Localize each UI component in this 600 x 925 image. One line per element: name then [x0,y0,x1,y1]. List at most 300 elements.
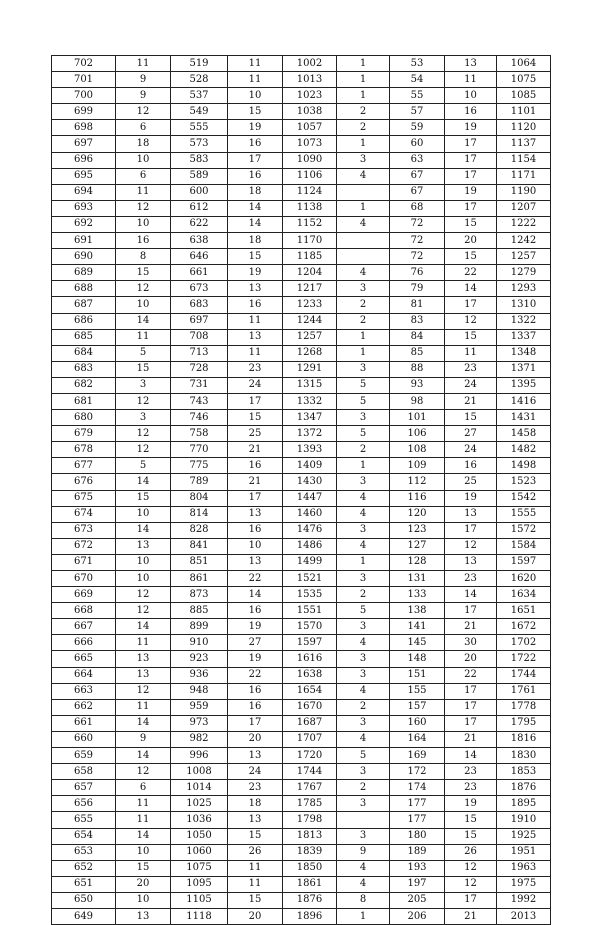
cell-count-b: 21 [228,442,283,458]
cell-cumulative-a: 1008 [171,764,228,780]
table-row [52,876,551,892]
cell-cumulative-c: 108 [390,442,445,458]
table-row [52,748,551,764]
cell-count-c: 1 [337,200,390,216]
cell-count-b: 13 [228,281,283,297]
cell-count-a: 12 [116,104,171,120]
cell-count-b: 16 [228,458,283,474]
cell-score: 683 [52,361,116,377]
cell-cumulative-c: 116 [390,490,445,506]
cell-cumulative-b: 1861 [283,876,337,892]
cell-count-a: 12 [116,764,171,780]
cell-cumulative-b: 1687 [283,715,337,731]
cell-count-b: 11 [228,345,283,361]
cell-cumulative-b: 1106 [283,168,337,184]
cell-score: 650 [52,892,116,908]
cell-count-c: 4 [337,265,390,281]
cell-cumulative-a: 697 [171,313,228,329]
cell-cumulative-a: 638 [171,233,228,249]
cell-count-c: 5 [337,426,390,442]
cell-count-c: 3 [337,522,390,538]
cell-count-b: 15 [228,892,283,908]
cell-cumulative-b: 1073 [283,136,337,152]
cell-count-total: 24 [445,377,497,393]
cell-count-a: 20 [116,876,171,892]
cell-cumulative-b: 1654 [283,683,337,699]
cell-cumulative-c: 189 [390,844,445,860]
cell-cumulative-a: 770 [171,442,228,458]
cell-count-a: 3 [116,410,171,426]
cell-cumulative-b: 1785 [283,796,337,812]
cell-count-total: 17 [445,603,497,619]
cell-cumulative-total: 2013 [497,908,551,924]
cell-count-total: 15 [445,410,497,426]
cell-count-b: 17 [228,715,283,731]
cell-count-c [337,233,390,249]
table-row [52,812,551,828]
cell-score: 686 [52,313,116,329]
cell-count-a: 11 [116,184,171,200]
cell-cumulative-a: 1095 [171,876,228,892]
table-row [52,796,551,812]
cell-cumulative-b: 1409 [283,458,337,474]
cell-count-total: 20 [445,233,497,249]
cell-count-a: 13 [116,908,171,924]
cell-score: 688 [52,281,116,297]
cell-cumulative-total: 1120 [497,120,551,136]
cell-count-b: 11 [228,313,283,329]
table-row [52,538,551,554]
cell-count-total: 17 [445,152,497,168]
cell-count-b: 23 [228,361,283,377]
cell-cumulative-a: 899 [171,619,228,635]
cell-cumulative-total: 1337 [497,329,551,345]
cell-cumulative-c: 197 [390,876,445,892]
cell-score: 669 [52,587,116,603]
cell-cumulative-total: 1482 [497,442,551,458]
cell-count-c: 2 [337,442,390,458]
cell-count-c: 2 [337,297,390,313]
cell-count-a: 6 [116,780,171,796]
cell-count-total: 26 [445,844,497,860]
cell-cumulative-c: 85 [390,345,445,361]
cell-count-total: 22 [445,667,497,683]
cell-cumulative-c: 63 [390,152,445,168]
cell-cumulative-total: 1853 [497,764,551,780]
cell-count-b: 14 [228,200,283,216]
cell-cumulative-total: 1171 [497,168,551,184]
cell-cumulative-c: 206 [390,908,445,924]
cell-cumulative-b: 1839 [283,844,337,860]
cell-count-c: 8 [337,892,390,908]
cell-cumulative-total: 1597 [497,554,551,570]
table-row [52,699,551,715]
cell-score: 654 [52,828,116,844]
cell-count-b: 11 [228,72,283,88]
cell-count-b: 23 [228,780,283,796]
table-row [52,603,551,619]
cell-count-total: 13 [445,56,497,72]
cell-cumulative-total: 1279 [497,265,551,281]
cell-cumulative-c: 72 [390,233,445,249]
cell-cumulative-a: 673 [171,281,228,297]
cell-count-total: 15 [445,216,497,232]
cell-count-a: 18 [116,136,171,152]
cell-count-c: 2 [337,120,390,136]
cell-count-a: 16 [116,233,171,249]
cell-score: 691 [52,233,116,249]
cell-cumulative-c: 131 [390,571,445,587]
cell-cumulative-total: 1222 [497,216,551,232]
cell-count-c: 4 [337,860,390,876]
cell-score: 679 [52,426,116,442]
cell-cumulative-c: 84 [390,329,445,345]
cell-score: 656 [52,796,116,812]
cell-count-total: 25 [445,474,497,490]
cell-count-b: 19 [228,265,283,281]
cell-count-c: 3 [337,715,390,731]
cell-cumulative-total: 1207 [497,200,551,216]
cell-cumulative-b: 1372 [283,426,337,442]
cell-cumulative-a: 910 [171,635,228,651]
cell-count-b: 25 [228,426,283,442]
cell-score: 697 [52,136,116,152]
cell-cumulative-c: 177 [390,812,445,828]
table-row [52,72,551,88]
cell-cumulative-b: 1535 [283,587,337,603]
cell-count-c: 3 [337,764,390,780]
table-row [52,892,551,908]
cell-count-a: 9 [116,72,171,88]
cell-count-total: 17 [445,200,497,216]
cell-score: 653 [52,844,116,860]
cell-cumulative-total: 1322 [497,313,551,329]
cell-cumulative-total: 1064 [497,56,551,72]
cell-cumulative-a: 959 [171,699,228,715]
cell-cumulative-b: 1090 [283,152,337,168]
cell-cumulative-c: 133 [390,587,445,603]
cell-cumulative-total: 1395 [497,377,551,393]
cell-cumulative-b: 1430 [283,474,337,490]
cell-cumulative-total: 1702 [497,635,551,651]
cell-cumulative-b: 1332 [283,393,337,409]
cell-cumulative-c: 109 [390,458,445,474]
cell-cumulative-c: 53 [390,56,445,72]
cell-score: 665 [52,651,116,667]
cell-cumulative-b: 1720 [283,748,337,764]
cell-count-b: 18 [228,233,283,249]
cell-cumulative-total: 1992 [497,892,551,908]
cell-count-total: 14 [445,281,497,297]
cell-cumulative-a: 746 [171,410,228,426]
cell-cumulative-c: 205 [390,892,445,908]
cell-cumulative-b: 1707 [283,731,337,747]
cell-score: 684 [52,345,116,361]
cell-cumulative-b: 1244 [283,313,337,329]
cell-count-total: 15 [445,828,497,844]
cell-cumulative-c: 180 [390,828,445,844]
cell-cumulative-a: 731 [171,377,228,393]
cell-count-c: 3 [337,281,390,297]
cell-count-a: 11 [116,329,171,345]
cell-cumulative-b: 1057 [283,120,337,136]
cell-score: 662 [52,699,116,715]
cell-score: 682 [52,377,116,393]
cell-cumulative-a: 683 [171,297,228,313]
cell-score: 693 [52,200,116,216]
cell-count-a: 14 [116,748,171,764]
cell-count-c: 3 [337,796,390,812]
cell-cumulative-total: 1651 [497,603,551,619]
cell-score: 681 [52,393,116,409]
cell-score: 674 [52,506,116,522]
cell-cumulative-b: 1023 [283,88,337,104]
cell-cumulative-b: 1138 [283,200,337,216]
cell-count-a: 12 [116,426,171,442]
cell-cumulative-a: 1025 [171,796,228,812]
cell-cumulative-total: 1951 [497,844,551,860]
cell-count-total: 17 [445,168,497,184]
cell-count-b: 17 [228,393,283,409]
cell-count-c: 2 [337,587,390,603]
table-row [52,426,551,442]
cell-cumulative-c: 60 [390,136,445,152]
cell-count-a: 10 [116,297,171,313]
cell-cumulative-total: 1584 [497,538,551,554]
cell-count-b: 13 [228,748,283,764]
cell-count-c: 3 [337,474,390,490]
cell-score: 680 [52,410,116,426]
cell-count-c: 1 [337,136,390,152]
cell-cumulative-total: 1761 [497,683,551,699]
cell-score: 685 [52,329,116,345]
cell-cumulative-a: 555 [171,120,228,136]
cell-cumulative-b: 1291 [283,361,337,377]
cell-cumulative-a: 583 [171,152,228,168]
cell-count-total: 17 [445,136,497,152]
cell-count-total: 24 [445,442,497,458]
table-row [52,265,551,281]
table-body [52,56,551,925]
cell-count-c: 1 [337,72,390,88]
cell-count-b: 16 [228,603,283,619]
cell-cumulative-b: 1315 [283,377,337,393]
cell-cumulative-total: 1416 [497,393,551,409]
cell-count-total: 23 [445,571,497,587]
table-row [52,361,551,377]
cell-count-b: 14 [228,216,283,232]
cell-count-total: 27 [445,426,497,442]
cell-count-a: 10 [116,506,171,522]
cell-cumulative-total: 1634 [497,587,551,603]
cell-cumulative-b: 1850 [283,860,337,876]
cell-count-total: 17 [445,297,497,313]
cell-count-total: 23 [445,780,497,796]
cell-cumulative-total: 1925 [497,828,551,844]
cell-count-a: 10 [116,152,171,168]
cell-count-total: 21 [445,393,497,409]
cell-cumulative-a: 828 [171,522,228,538]
cell-score: 657 [52,780,116,796]
cell-count-c [337,249,390,265]
table-row [52,249,551,265]
cell-count-a: 12 [116,683,171,699]
cell-count-a: 15 [116,860,171,876]
cell-score: 667 [52,619,116,635]
cell-cumulative-a: 528 [171,72,228,88]
cell-cumulative-c: 145 [390,635,445,651]
cell-cumulative-a: 728 [171,361,228,377]
cell-cumulative-b: 1767 [283,780,337,796]
table-row [52,764,551,780]
cell-count-b: 10 [228,88,283,104]
cell-count-total: 22 [445,265,497,281]
cell-score: 696 [52,152,116,168]
cell-count-total: 11 [445,345,497,361]
cell-count-total: 12 [445,313,497,329]
cell-score: 699 [52,104,116,120]
cell-cumulative-total: 1963 [497,860,551,876]
cell-cumulative-a: 789 [171,474,228,490]
table-row [52,522,551,538]
cell-count-a: 11 [116,56,171,72]
cell-count-total: 15 [445,249,497,265]
cell-cumulative-a: 622 [171,216,228,232]
cell-count-total: 16 [445,104,497,120]
cell-count-a: 14 [116,619,171,635]
cell-cumulative-b: 1896 [283,908,337,924]
cell-count-b: 17 [228,490,283,506]
cell-cumulative-a: 804 [171,490,228,506]
cell-cumulative-b: 1124 [283,184,337,200]
cell-cumulative-b: 1217 [283,281,337,297]
cell-count-c: 1 [337,458,390,474]
cell-count-c [337,184,390,200]
cell-count-total: 13 [445,554,497,570]
cell-count-a: 15 [116,361,171,377]
cell-count-c [337,812,390,828]
cell-count-c: 2 [337,780,390,796]
table-row [52,168,551,184]
cell-count-a: 6 [116,168,171,184]
cell-count-a: 12 [116,603,171,619]
cell-count-c: 3 [337,410,390,426]
table-row [52,136,551,152]
table-row [52,297,551,313]
cell-cumulative-b: 1813 [283,828,337,844]
cell-score: 701 [52,72,116,88]
table-row [52,281,551,297]
cell-count-c: 3 [337,361,390,377]
cell-count-a: 12 [116,393,171,409]
cell-cumulative-total: 1778 [497,699,551,715]
cell-cumulative-a: 549 [171,104,228,120]
cell-cumulative-c: 54 [390,72,445,88]
cell-count-total: 21 [445,619,497,635]
cell-cumulative-c: 172 [390,764,445,780]
cell-cumulative-a: 873 [171,587,228,603]
cell-cumulative-total: 1498 [497,458,551,474]
cell-cumulative-b: 1185 [283,249,337,265]
cell-count-c: 3 [337,667,390,683]
cell-count-c: 5 [337,748,390,764]
cell-count-a: 11 [116,796,171,812]
cell-cumulative-a: 600 [171,184,228,200]
cell-cumulative-a: 1075 [171,860,228,876]
cell-cumulative-c: 59 [390,120,445,136]
cell-score: 659 [52,748,116,764]
cell-count-a: 14 [116,474,171,490]
cell-cumulative-total: 1795 [497,715,551,731]
table-row [52,184,551,200]
cell-count-a: 13 [116,651,171,667]
table-row [52,780,551,796]
cell-cumulative-a: 851 [171,554,228,570]
cell-count-b: 11 [228,876,283,892]
cell-score: 666 [52,635,116,651]
cell-cumulative-c: 193 [390,860,445,876]
cell-count-total: 19 [445,796,497,812]
cell-cumulative-total: 1310 [497,297,551,313]
cell-cumulative-b: 1638 [283,667,337,683]
cell-count-b: 16 [228,168,283,184]
cell-count-total: 10 [445,88,497,104]
cell-cumulative-a: 519 [171,56,228,72]
cell-cumulative-total: 1085 [497,88,551,104]
cell-cumulative-c: 93 [390,377,445,393]
cell-count-a: 11 [116,812,171,828]
cell-count-a: 14 [116,522,171,538]
cell-count-a: 3 [116,377,171,393]
table-row [52,908,551,924]
cell-count-total: 12 [445,876,497,892]
cell-cumulative-c: 79 [390,281,445,297]
cell-count-c: 3 [337,651,390,667]
cell-cumulative-b: 1670 [283,699,337,715]
cell-cumulative-total: 1744 [497,667,551,683]
cell-count-b: 15 [228,828,283,844]
cell-cumulative-c: 72 [390,249,445,265]
table-row [52,410,551,426]
cell-count-c: 1 [337,56,390,72]
cell-score: 660 [52,731,116,747]
table-row [52,474,551,490]
cell-cumulative-total: 1257 [497,249,551,265]
cell-count-c: 5 [337,393,390,409]
cell-cumulative-b: 1521 [283,571,337,587]
cell-count-b: 11 [228,860,283,876]
cell-cumulative-total: 1895 [497,796,551,812]
cell-cumulative-a: 973 [171,715,228,731]
table-row [52,619,551,635]
cell-cumulative-b: 1597 [283,635,337,651]
cell-count-a: 14 [116,828,171,844]
cell-count-b: 10 [228,538,283,554]
cell-cumulative-total: 1523 [497,474,551,490]
cell-cumulative-c: 148 [390,651,445,667]
cell-count-total: 12 [445,538,497,554]
cell-cumulative-a: 573 [171,136,228,152]
cell-count-total: 14 [445,748,497,764]
cell-count-a: 5 [116,458,171,474]
cell-cumulative-c: 169 [390,748,445,764]
cell-count-b: 16 [228,683,283,699]
table-row [52,120,551,136]
cell-cumulative-c: 127 [390,538,445,554]
cell-count-b: 22 [228,571,283,587]
cell-count-b: 20 [228,731,283,747]
table-row [52,506,551,522]
